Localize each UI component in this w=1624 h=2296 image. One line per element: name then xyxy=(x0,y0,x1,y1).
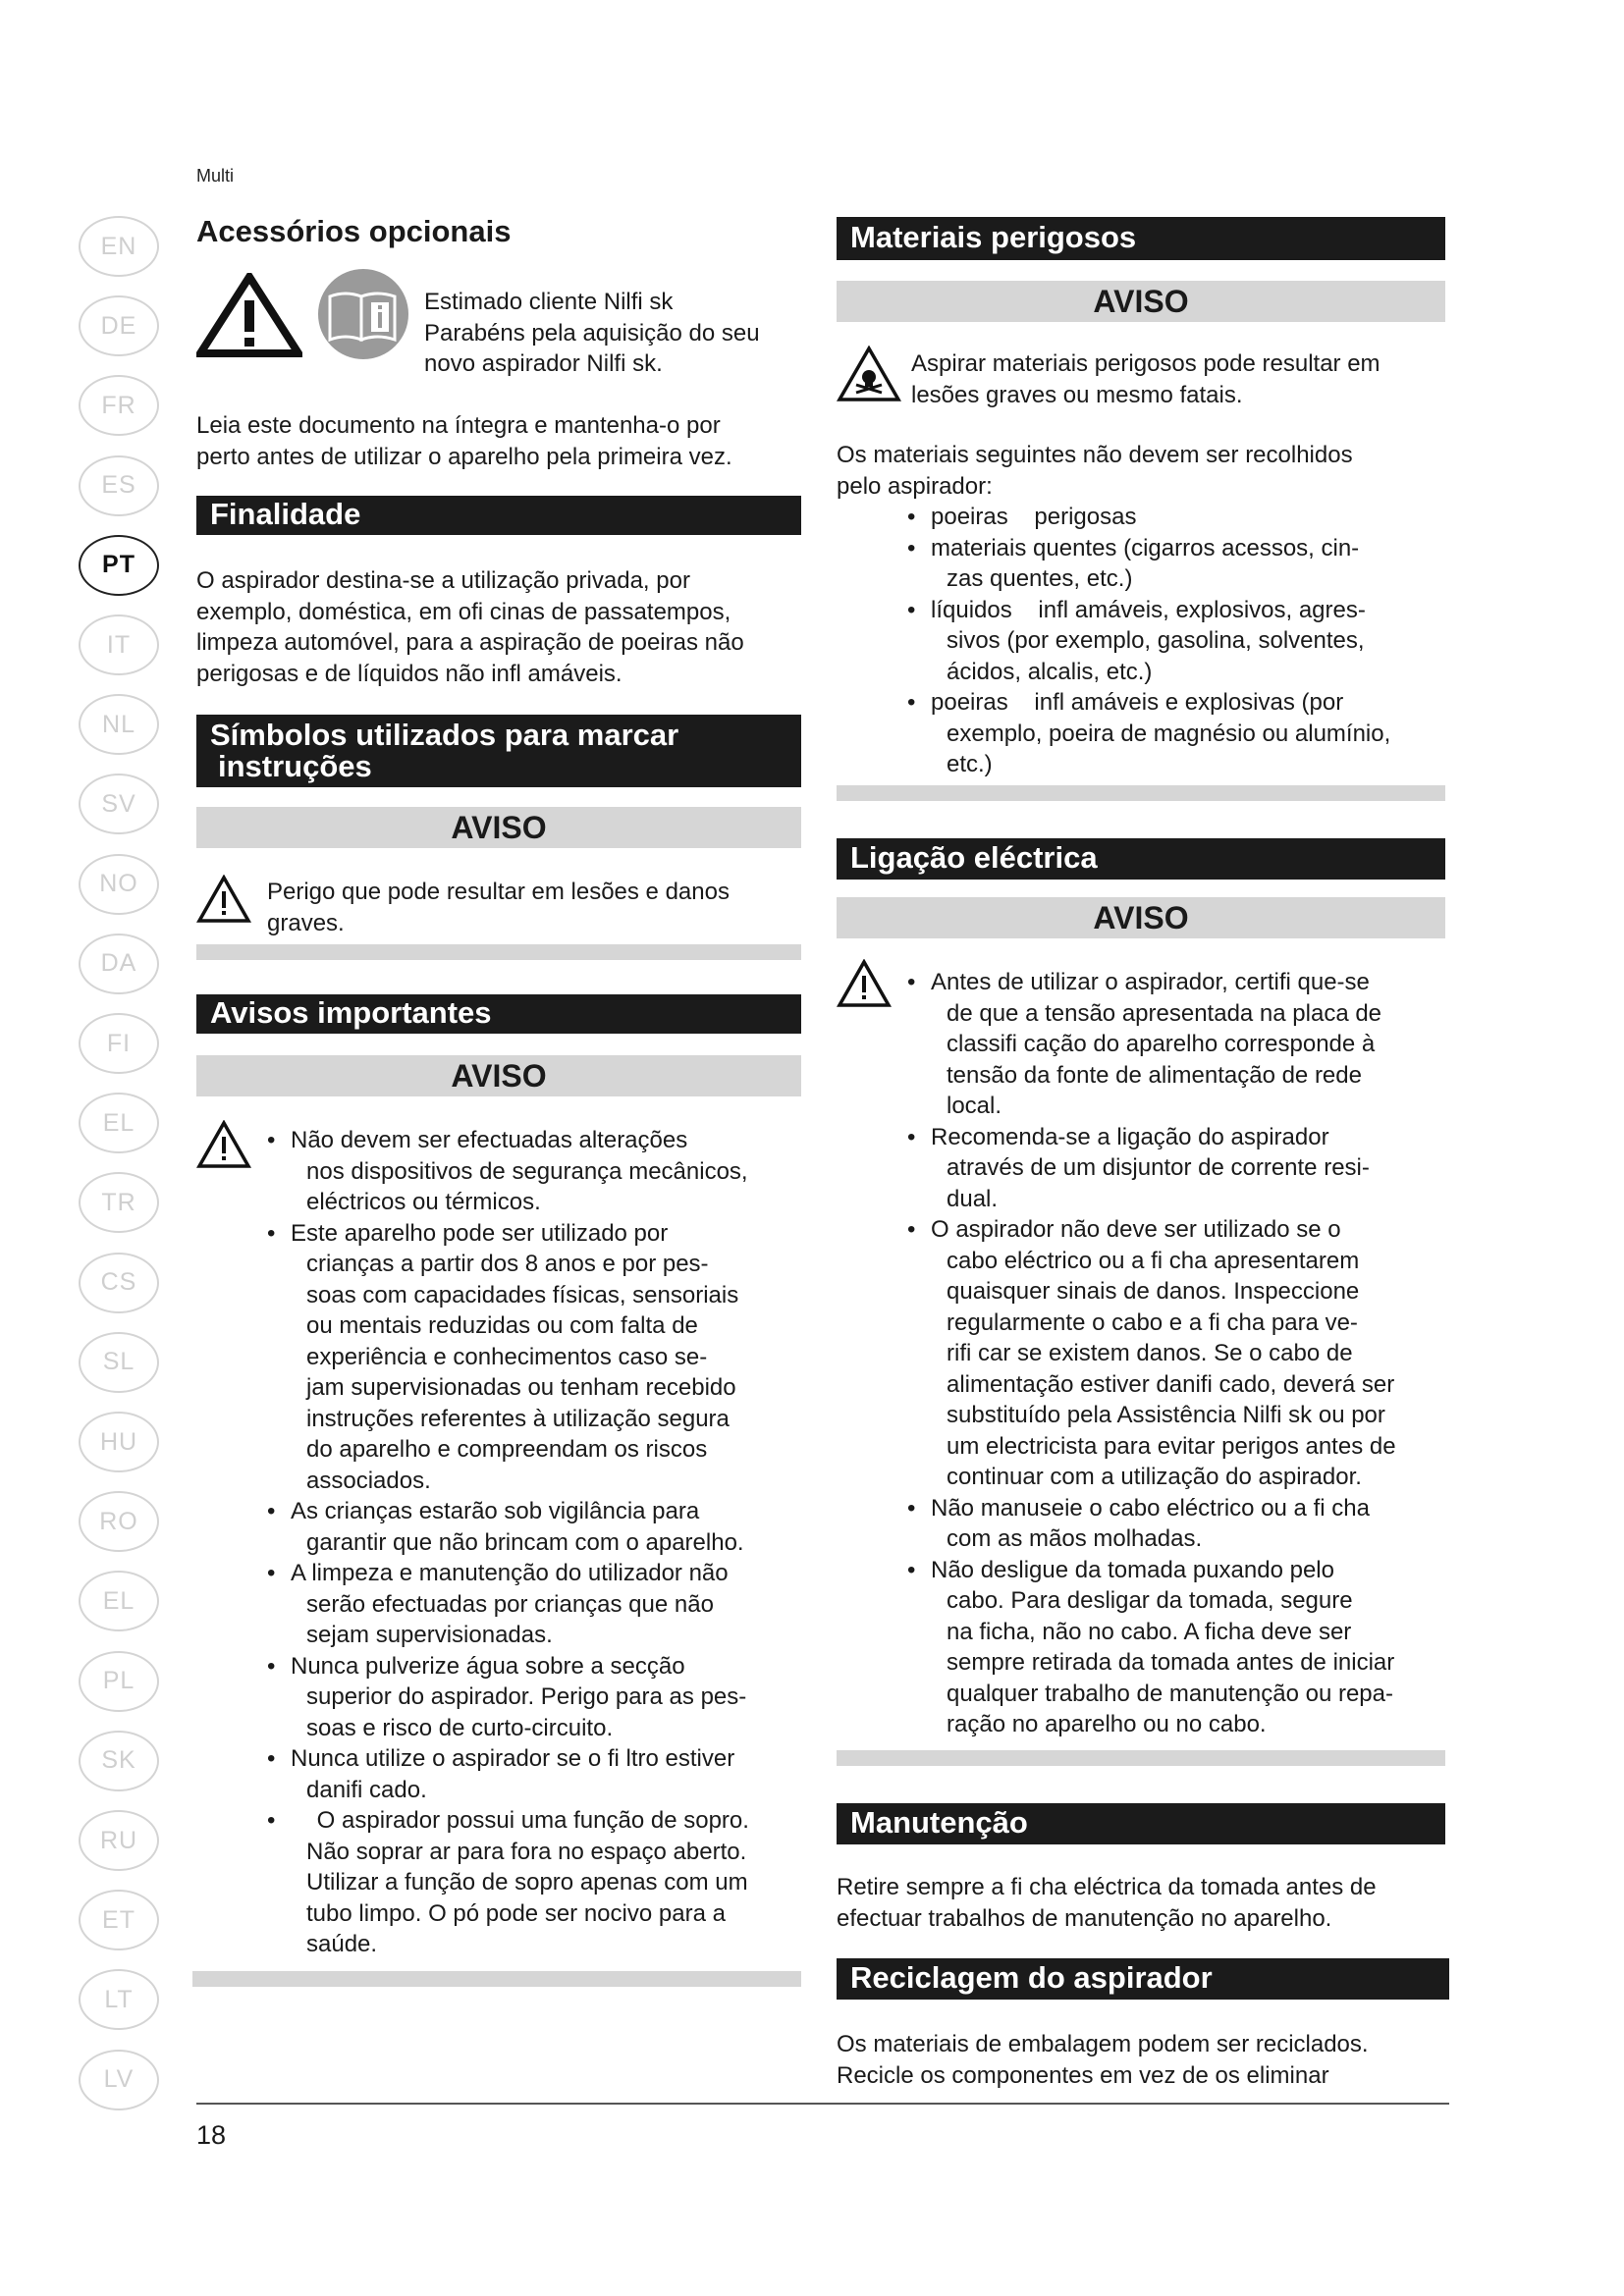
header-label: Multi xyxy=(196,166,235,186)
list-item: • Este aparelho pode ser utilizado por crianças a partir dos 8 anos e por pes- soas com capacidades físicas, sensoriais ou mentais reduzidas ou com falta de experiência e conhecimentos caso se- jam supervisionadas ou tenham recebido instruções referentes à utilização segura do aparelho e compreendam os riscos associados. xyxy=(267,1218,817,1497)
list-item: • As crianças estarão sob vigilância para garantir que não brincam com o aparelho. xyxy=(267,1496,817,1558)
divider xyxy=(192,1971,801,1987)
hazardous-materials-list xyxy=(907,502,1457,780)
language-tab-en[interactable]: EN xyxy=(79,216,159,277)
language-tab-pl[interactable]: PL xyxy=(79,1651,159,1712)
language-tab-sl[interactable]: SL xyxy=(79,1332,159,1393)
language-tab-ru[interactable]: RU xyxy=(79,1810,159,1871)
hazardous-title: Materiais perigosos xyxy=(837,217,1445,260)
divider xyxy=(837,785,1445,801)
language-tab-cs[interactable]: CS xyxy=(79,1253,159,1313)
toxic-hazard-icon xyxy=(837,346,901,402)
list-item: • poeiras infl amáveis e explosivas (por exemplo, poeira de magnésio ou alumínio, etc.) xyxy=(907,687,1457,780)
list-item: • O aspirador possui uma função de sopro. Não soprar ar para fora no espaço aberto. Utilizar a função de sopro apenas com um tubo limpo. O pó pode ser nocivo para a saúde. xyxy=(267,1805,817,1960)
list-item: • materiais quentes (cigarros acessos, cin- zas quentes, etc.) xyxy=(907,533,1457,595)
language-tab-da[interactable]: DA xyxy=(79,934,159,994)
language-tab-it[interactable]: IT xyxy=(79,614,159,675)
divider xyxy=(196,944,801,960)
language-tab-lt[interactable]: LT xyxy=(79,1969,159,2030)
language-tab-fi[interactable]: FI xyxy=(79,1013,159,1074)
hazardous-intro-text: Os materiais seguintes não devem ser recolhidos pelo aspirador: xyxy=(837,442,1353,500)
electrical-aviso-banner: AVISO xyxy=(837,897,1445,938)
recycling-title: Reciclagem do aspirador xyxy=(837,1958,1449,2000)
important-title: Avisos importantes xyxy=(196,994,801,1034)
warning-icon xyxy=(837,959,892,1008)
list-item: • poeiras perigosas xyxy=(907,502,1457,533)
language-tab-et[interactable]: ET xyxy=(79,1890,159,1950)
symbols-title: Símbolos utilizados para marcar instruções xyxy=(196,715,801,787)
list-item: • líquidos infl amáveis, explosivos, agres- sivos (por exemplo, gasolina, solventes, ácidos, alcalis, etc.) xyxy=(907,595,1457,688)
language-tab-hu[interactable]: HU xyxy=(79,1412,159,1472)
read-manual-icon xyxy=(316,267,410,361)
maintenance-text: Retire sempre a fi cha eléctrica da tomada antes de efectuar trabalhos de manutenção no aparelho. xyxy=(837,1874,1377,1932)
language-tab-sk[interactable]: SK xyxy=(79,1731,159,1791)
language-tab-el[interactable]: EL xyxy=(79,1093,159,1153)
language-tab-sv[interactable]: SV xyxy=(79,774,159,834)
list-item: • Nunca utilize o aspirador se o fi ltro estiver danifi cado. xyxy=(267,1743,817,1805)
list-item: • Não manuseie o cabo eléctrico ou a fi cha com as mãos molhadas. xyxy=(907,1493,1457,1555)
list-item: • Não devem ser efectuadas alterações nos dispositivos de segurança mecânicos, eléctricos ou térmicos. xyxy=(267,1125,817,1218)
list-item: • O aspirador não deve ser utilizado se o cabo eléctrico ou a fi cha apresentarem quaisquer sinais de danos. Inspeccione regularmente o cabo e a fi cha para ve- rifi car se existem danos. Se o cabo de alimentação estiver danifi cado, deverá ser substituído pela Assistência Nilfi sk ou por um electricista para evitar perigos antes de continuar com a utilização do aspirador. xyxy=(907,1214,1457,1493)
recycling-text: Os materiais de embalagem podem ser reciclados. Recicle os componentes em vez de os eliminar xyxy=(837,2031,1369,2089)
symbols-warning-text: Perigo que pode resultar em lesões e danos graves. xyxy=(267,879,730,936)
language-tab-nl[interactable]: NL xyxy=(79,694,159,755)
list-item: • Nunca pulverize água sobre a secção superior do aspirador. Perigo para as pes- soas e risco de curto-circuito. xyxy=(267,1651,817,1744)
hazardous-warning-text: Aspirar materiais perigosos pode resultar em lesões graves ou mesmo fatais. xyxy=(911,350,1380,408)
language-tab-tr[interactable]: TR xyxy=(79,1172,159,1233)
list-item: • Recomenda-se a ligação do aspirador através de um disjuntor de corrente resi- dual. xyxy=(907,1122,1457,1215)
footer-divider xyxy=(196,2103,1449,2105)
hazardous-aviso-banner: AVISO xyxy=(837,281,1445,322)
important-warnings-list xyxy=(267,1125,817,1960)
language-tab-ro[interactable]: RO xyxy=(79,1491,159,1552)
warning-triangle-icon xyxy=(196,273,302,357)
language-tab-de[interactable]: DE xyxy=(79,295,159,356)
electrical-title: Ligação eléctrica xyxy=(837,838,1445,880)
intro-text: Leia este documento na íntegra e mantenha-o por perto antes de utilizar o aparelho pela primeira vez. xyxy=(196,412,732,470)
language-tab-no[interactable]: NO xyxy=(79,854,159,915)
language-tab-el[interactable]: EL xyxy=(79,1571,159,1631)
important-aviso-banner: AVISO xyxy=(196,1055,801,1096)
language-tab-lv[interactable]: LV xyxy=(79,2050,159,2110)
language-tab-fr[interactable]: FR xyxy=(79,375,159,436)
symbols-aviso-banner: AVISO xyxy=(196,807,801,848)
language-tab-es[interactable]: ES xyxy=(79,455,159,516)
warning-icon xyxy=(196,875,251,924)
list-item: • A limpeza e manutenção do utilizador não serão efectuadas por crianças que não sejam supervisionadas. xyxy=(267,1558,817,1651)
list-item: • Antes de utilizar o aspirador, certifi que-se de que a tensão apresentada na placa de classifi cação do aparelho corresponde à tensão da fonte de alimentação de rede local. xyxy=(907,967,1457,1122)
maintenance-title: Manutenção xyxy=(837,1803,1445,1844)
language-tab-pt[interactable]: PT xyxy=(79,535,159,596)
list-item: • Não desligue da tomada puxando pelo cabo. Para desligar da tomada, segure na ficha, não no cabo. A ficha deve ser sempre retirada da tomada antes de iniciar qualquer trabalho de manutenção ou repa- ração no aparelho ou no cabo. xyxy=(907,1555,1457,1740)
electrical-warnings-list xyxy=(907,967,1457,1740)
purpose-title: Finalidade xyxy=(196,496,801,535)
divider xyxy=(837,1750,1445,1766)
accessories-title: Acessórios opcionais xyxy=(196,214,512,248)
greeting-text: Estimado cliente Nilfi sk Parabéns pela aquisição do seu novo aspirador Nilfi sk. xyxy=(424,289,760,377)
warning-icon xyxy=(196,1120,251,1169)
page-number: 18 xyxy=(196,2120,227,2150)
purpose-text: O aspirador destina-se a utilização privada, por exemplo, doméstica, em ofi cinas de passatempos, limpeza automóvel, para a aspiração de poeiras não perigosas e de líquidos não infl amáveis. xyxy=(196,567,744,687)
